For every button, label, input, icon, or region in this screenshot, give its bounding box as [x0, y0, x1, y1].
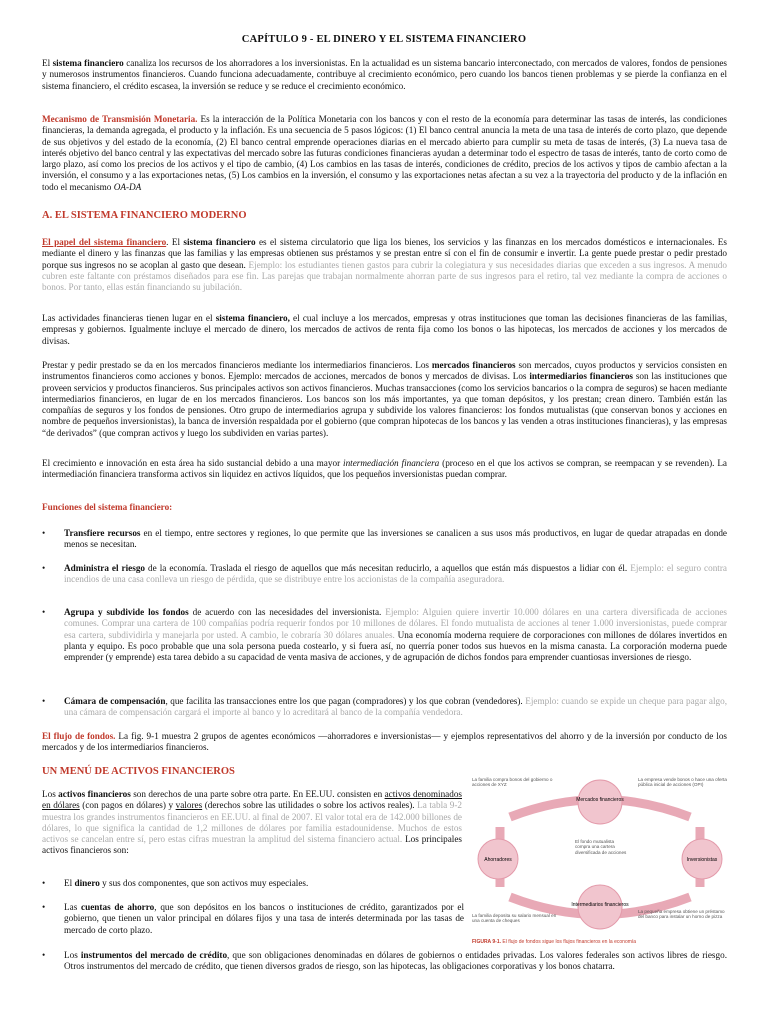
text: Las actividades financieras tienen lugar en el	[42, 313, 216, 323]
note-text: El fondo mutualista compra una cartera diversificada de acciones	[575, 839, 627, 855]
italic-term: OA-DA	[113, 181, 142, 192]
note-text: La familia compra bonos del gobierno o acciones de XYZ	[472, 777, 553, 788]
grey-example: Ejemplo: los estudiantes tienen gastos para cubrir la colegiatura y sus necesidades diarias que exceden a sus ingresos. A menudo cubren este faltante con préstamos diseñados para ese fin. Las parejas que trabajan normalmente ahorran parte de sus ingresos para el retiro, tal vez mediante la compra de acciones o bonos. Por tanto, ellas están financiando su jubilación.	[42, 259, 727, 293]
bold-term: intermediarios financieros	[529, 371, 634, 382]
grey-example: La tabla 9-2 muestra los grandes instrumentos financieros en EE.UU. al final de 2007. El valor total era de 142.000 billones de dólares, lo que significa la cantidad de 1,2 millones de dólares por familia estadounidense. Muchos de estos activos se cancelan entre sí, pero estas cifras muestran la amplitud del sistema financiero actual.	[42, 800, 463, 845]
text: El	[42, 58, 53, 68]
funcion-item	[64, 563, 727, 586]
grey-example: Ejemplo: cuando se expide un cheque para pagar algo, una cámara de compensación cargará el importe al banco y lo acreditará al banco de la compañía vendedora.	[64, 696, 727, 718]
bullet-marker: •	[42, 902, 46, 912]
bold-term: Cámara de compensación	[64, 696, 166, 706]
text: Una economía moderna requiere de corporaciones con millones de dólares invertidos en planta y equipo. Es poco probable que una sola persona pueda costearlo, y si fuera así, no querría poner todos sus huevos en la misma canasta. La corporación moderna puede emprender (y emprende) esta tarea debido a su capacidad de venta masiva de acciones, y de agrupación de dichos fondos para emprender cuantiosas inversiones de riesgo.	[64, 629, 728, 663]
note-top-right	[638, 777, 728, 801]
text: La fig. 9-1 muestra 2 grupos de agentes económicos —ahorradores e inversionistas— y ejemplos representativos del ahorro y de la inversión por conducto de los mercados y de los intermediarios financieros.	[42, 731, 727, 753]
activo-item	[64, 878, 464, 889]
bullet-marker: •	[42, 950, 46, 960]
text: , que son obligaciones denominadas en dólares de gobiernos o entidades privadas. Los valores federales son activos libres de riesgo. Otros instrumentos del mercado de crédito, que tienen diversos grados de riesgo, son las hipotecas, las obligaciones corporativas y los bonos chatarra.	[64, 950, 727, 972]
text: (con pagos en dólares) y	[79, 800, 176, 811]
term-label: Mecanismo de Transmisión Monetaria.	[42, 114, 198, 124]
caption-label: FIGURA 9-1.	[472, 939, 501, 945]
note-text: La familia deposita su salario mensual en una cuenta de cheques	[472, 913, 557, 924]
label-savers: Ahorradores	[484, 857, 512, 863]
menu-heading: UN MENÚ DE ACTIVOS FINANCIEROS	[42, 766, 235, 777]
text: Los principales activos financieros son:	[42, 834, 462, 856]
text: , que facilita las transacciones entre los que pagan (compradores) y los que cobran (vendedores).	[165, 696, 523, 706]
papel-paragraph	[42, 237, 727, 293]
funciones-heading: Funciones del sistema financiero:	[42, 502, 173, 512]
funcion-item	[64, 696, 727, 719]
bold-term: sistema financiero,	[215, 313, 290, 323]
bold-term: cuentas de ahorro	[81, 902, 155, 912]
underlined-term: valores	[175, 800, 203, 811]
text: y sus dos componentes, que son activos muy especiales.	[99, 878, 309, 888]
flow-of-funds-figure	[470, 777, 730, 947]
actividades-paragraph	[42, 313, 727, 347]
note-text: La pequeña empresa obtiene un préstamo del banco para instalar un horno de pizza	[638, 909, 725, 920]
term-label: El papel del sistema financiero	[42, 237, 167, 247]
bold-term: sistema financiero	[183, 237, 256, 247]
text: (proceso en el que los activos se compran, se reempacan y se revenden). La intermediación financiera transforma activos sin liquidez en activos líquidos, que los pequeños inversionistas puedan comprar.	[42, 458, 728, 480]
bold-term: dinero	[74, 878, 100, 888]
funcion-item	[64, 607, 727, 663]
label-intermediaries: Intermediarios financieros	[571, 902, 629, 908]
flujo-paragraph	[42, 731, 727, 754]
underlined-term: activos denominados en dólares	[42, 789, 462, 811]
text: de la economía. Traslada el riesgo de aquellos que más necesitan reducirlo, a aquellos que están más dispuestos a lidiar con él.	[145, 563, 628, 573]
text: (derechos sobre las utilidades o sobre los activos reales).	[202, 800, 415, 811]
caption-text: El flujo de fondos sigue los flujos financieros en la economía	[500, 939, 637, 945]
note-top-left	[472, 777, 562, 801]
text: Prestar y pedir prestado se da en los mercados financieros mediante los intermediarios financieros. Los	[42, 360, 432, 370]
text: en el tiempo, entre sectores y regiones, lo que permite que las inversiones se canalicen a sus usos más productivos, en lugar de quedar atrapadas en donde menos se necesitan.	[64, 528, 728, 550]
term-label: El flujo de fondos.	[42, 731, 116, 741]
instrumentos-item	[64, 950, 727, 973]
bullet-marker: •	[42, 878, 46, 888]
note-bottom-right	[638, 909, 728, 933]
funcion-item	[64, 528, 727, 551]
intro-paragraph	[42, 58, 727, 92]
activo-item	[64, 902, 464, 936]
text: Es la interacción de la Política Monetaria con los bancos y con el resto de la economía para determinar las tasas de interés, las condiciones financieras, la demanda agregada, el producto y la inflación. Es una secuencia de 5 pasos lógicos: (1) El banco central anuncia la meta de una tasa de interés de corto plazo, que depende de sus objetivos y del estado de la economía, (2) El banco central emprende operaciones diarias en el mercado abierto para cumplir su meta de tasas de interés, (3) La nueva tasa de interés objetivo del banco central y las expectativas del mercado sobre las futuras condiciones financieras ayudan a determinar todo el espectro de tasas de interés, tanto de corto como de largo plazo, así como los precios de los activos y el tipo de cambio, (4) Los cambios en las tasas de interés, condiciones de crédito, precios de los activos y tipos de cambio afectan a la inversión, el consumo y a las exportaciones netas, (5) Los cambios en la inversión, el consumo y las exportaciones netas afectan a su vez a la trayectoria del producto y de la inflación en todo el mecanismo	[42, 114, 727, 192]
crecimiento-paragraph	[42, 458, 727, 481]
bold-term: Transfiere recursos	[64, 528, 141, 538]
grey-example: Ejemplo: Alguien quiere invertir 10.000 dólares en una cartera diversificada de acciones comunes. Comprar una cartera de 100 compañías podría requerir fondos por 10 millones de dólares. El fondo mutualista de acciones al tener 1.000 inversionistas, puede comprar esa cartera, subdividirla y manejarla por usted. A cambio, le cobraría 30 dólares anuales.	[64, 607, 727, 640]
section-heading-a: A. EL SISTEMA FINANCIERO MODERNO	[42, 210, 247, 221]
chapter-title: CAPÍTULO 9 - EL DINERO Y EL SISTEMA FINANCIERO	[241, 34, 527, 45]
menu-paragraph	[42, 789, 462, 857]
bold-term: Administra el riesgo	[64, 563, 146, 573]
text: son mercados, cuyos productos y servicios consisten en instrumentos financieros como acciones y bonos. Ejemplo: mercados de acciones, mercados de bonos y mercados de divisas. Los	[42, 360, 727, 382]
note-text: La empresa vende bonos o hace una oferta pública inicial de acciones (OPI)	[638, 777, 727, 788]
bold-term: mercados financieros	[431, 360, 516, 370]
bullet-marker: •	[42, 607, 46, 617]
note-bottom-left	[472, 913, 562, 937]
bold-term: sistema financiero	[52, 58, 124, 68]
label-investors: Inversionistas	[686, 857, 718, 863]
grey-example: Ejemplo: el seguro contra incendios de una casa conlleva un riesgo de pérdida, que se distribuye entre los accionistas de la compañía aseguradora.	[64, 563, 727, 585]
bold-term: instrumentos del mercado de crédito	[80, 950, 228, 960]
text: Las	[64, 902, 82, 912]
bullet-marker: •	[42, 696, 46, 706]
figure-caption	[472, 939, 636, 945]
bold-term: activos financieros	[58, 789, 131, 799]
italic-term: intermediación financiera	[343, 458, 440, 468]
text: Los	[42, 789, 59, 799]
text: . El	[166, 237, 184, 247]
text: son las instituciones que proveen servicios y productos financieros. Sus principales activos son activos financieros. Muchas transacciones (como los servicios bancarios o la compra de seguros) se hacen mediante intermediarios financieros, en lugar de en los mercados financieros. Los bancos son los más importantes, ya que toman depósitos, y los prestan; crean dinero. También están las compañías de seguros y los fondos de pensiones. Otro grupo de intermediarios agrupa y subdivide los valores financieros: los fondos mutualistas (que conservan bonos y acciones en nombre de pequeños inversionistas), la banca de inversión respaldada por el gobierno (que compran hipotecas de los bancos y las venden a otras instituciones financieras), y las empresas “de derivados” (que compran activos y luego los subdividen en varias partes).	[42, 371, 727, 438]
mecanismo-paragraph	[42, 114, 727, 193]
bullet-marker: •	[42, 563, 46, 573]
note-center	[575, 839, 630, 875]
text: el cual incluye a los mercados, empresas y otras instituciones que toman las decisiones financieras de las familias, empresas y gobiernos. Igualmente incluye el mercado de dinero, los mercados de activos de renta fija como los bonos o las hipotecas, los mercados de acciones y los mercados de divisas.	[42, 313, 727, 346]
text: de acuerdo con las necesidades del inversionista.	[188, 607, 382, 617]
text: canaliza los recursos de los ahorradores a los inversionistas. En la actualidad es un sistema bancario interconectado, con mercados de valores, fondos de pensiones y numerosos instrumentos financieros. Cuando funciona adecuadamente, contribuye al crecimiento económico, pero cuando los bancos tienen problemas y se pierde la confianza en el sistema financiero, el crédito escasea, la inversión se reduce y se reduce el crecimiento económico.	[42, 58, 727, 91]
label-markets: Mercados financieros	[576, 797, 624, 803]
bullet-marker: •	[42, 528, 46, 538]
text: son derechos de una parte sobre otra parte. En EE.UU. consisten en	[130, 789, 385, 799]
text: , que son depósitos en los bancos o instituciones de crédito, garantizados por el gobierno, que tienen un valor principal en dólares fijos y una tasa de interés determinada por las tasas de mercado de corto plazo.	[64, 902, 465, 935]
bold-term: Agrupa y subdivide los fondos	[64, 607, 189, 617]
prestar-paragraph	[42, 360, 727, 439]
text: es el sistema circulatorio que liga los bienes, los servicios y las finanzas en los mercados domésticos e internacionales. Es mediante el dinero y las finanzas que las familias y las empresas obtienen sus préstamos y se prestan entre sí con el fin de consumir e invertir. La gente puede prestar o pedir prestado porque sus ingresos no se acoplan al gasto que desean.	[42, 237, 727, 270]
text: Los	[64, 950, 81, 960]
text: El	[64, 878, 75, 888]
text: El crecimiento e innovación en esta área ha sido sustancial debido a una mayor	[42, 458, 344, 468]
